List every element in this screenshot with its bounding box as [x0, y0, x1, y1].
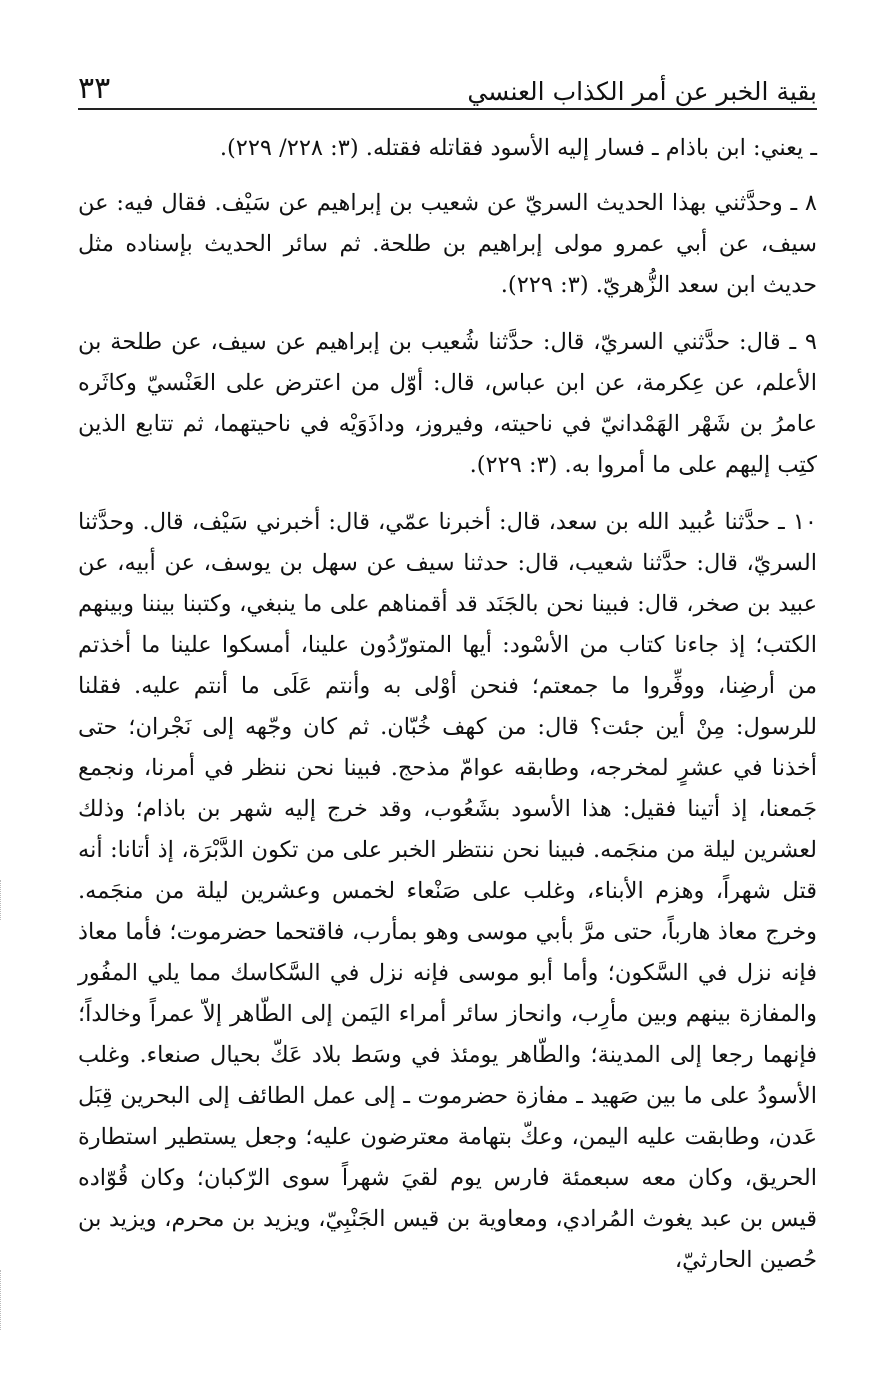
scan-edge-mark [0, 880, 7, 920]
scan-edge-mark [0, 1270, 7, 1330]
paragraph-continuation: ـ يعني: ابن باذام ـ فسار إليه الأسود فقاتله فقتله. (٣: ٢٢٨/ ٢٢٩). [219, 135, 817, 161]
paragraph-8: ٨ ـ وحدَّثني بهذا الحديث السريّ عن شعيب بن إبراهيم عن سَيْف. فقال فيه: عن سيف، عن أبي عمرو مولى إبراهيم بن طلحة. ثم سائر الحديث بإسناده مثل حديث ابن سعد الزُّهريّ. (٣: ٢٢٩). [78, 190, 817, 298]
running-title: بقية الخبر عن أمر الكذاب العنسي [467, 77, 817, 106]
paragraph-9: ٩ ـ قال: حدَّثني السريّ، قال: حدَّثنا شُعيب بن إبراهيم عن سيف، عن طلحة بن الأعلم، عن عِكرمة، عن ابن عباس، قال: أوّل من اعترض على العَنْسيّ وكاثَره عامرُ بن شَهْر الهَمْدانيّ في ناحيته، وفيروز، وداذَوَيْه في ناحيتهما، ثم تتابع الذين كتِب إليهم على ما أمروا به. (٣: ٢٢٩). [78, 329, 817, 478]
body-text [78, 128, 817, 1297]
paragraph-10: ١٠ ـ حدَّثنا عُبيد الله بن سعد، قال: أخبرنا عمّي، قال: أخبرني سَيْف، قال. وحدَّثنا السريّ، قال: حدَّثنا شعيب، قال: حدثنا سيف عن سهل بن يوسف، عن أبيه، عن عبيد بن صخر، قال: فبينا نحن بالجَنَد قد أقمناهم على ما ينبغي، وكتبنا بيننا وبينهم الكتب؛ إذ جاءنا كتاب من الأسْود: أيها المتورّدُون علينا، أمسكوا علينا ما أخذتم من أرضِنا، ووفِّروا ما جمعتم؛ فنحن أوْلى به وأنتم عَلَى ما أنتم عليه. فقلنا للرسول: مِنْ أين جئت؟ قال: من كهف خُبّان. ثم كان وجّهه إلى نَجْران؛ حتى أخذنا في عشرٍ لمخرجه، وطابقه عوامّ مذحج. فبينا نحن ننظر في أمرنا، ونجمع جَمعنا، إذ أتينا فقيل: هذا الأسود بشَعُوب، وقد خرج إليه شهر بن باذام؛ وذلك لعشرين ليلة من منجَمه. فبينا نحن ننتظر الخبر على من تكون الدَّبْرَة، إذ أتانا: أنه قتل شهراً، وهزم الأبناء، وغلب على صَنْعاء لخمس وعشرين ليلة من منجَمه. وخرج معاذ هارباً، حتى مرَّ بأبي موسى وهو بمأرب، فاقتحما حضرموت؛ فأما معاذ فإنه نزل في السَّكون؛ وأما أبو موسى فإنه نزل في السَّكاسك مما يلي المفُور والمفازة بينهم وبين مأرِب، وانحاز سائر أمراء اليَمن إلى الطّاهر إلاّ عمراً وخالداً؛ فإنهما رجعا إلى المدينة؛ والطّاهر يومئذ في وسَط بلاد عَكّ بحيال صنعاء. وغلب الأسودُ على ما بين صَهيد ـ مفازة حضرموت ـ إلى عمل الطائف إلى البحرين قِبَل عَدن، وطابقت عليه اليمن، وعكّ بتهامة معترضون عليه؛ وجعل يستطير استطارة الحريق، وكان معه سبعمئة فارس يوم لقيَ شهراً سوى الرّكبان؛ وكان قُوّاده قيس بن عبد يغوث المُرادي، ومعاوية بن قيس الجَنْبِيّ، ويزيد بن محرم، ويزيد بن حُصين الحارثيّ، [78, 509, 817, 1273]
page-header [78, 60, 817, 110]
page-number: ٣٣ [78, 71, 111, 106]
